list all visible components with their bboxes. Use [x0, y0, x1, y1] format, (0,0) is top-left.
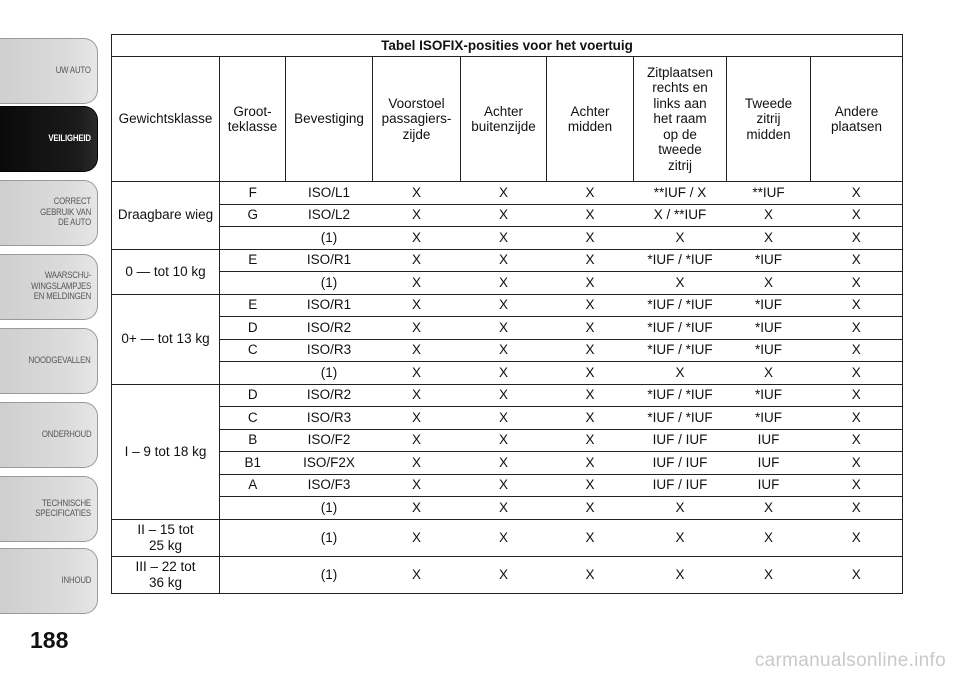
table-cell: X: [634, 272, 727, 295]
table-cell: X: [547, 227, 634, 250]
table-cell: ISO/R3: [286, 339, 373, 362]
table-cell: X: [373, 474, 461, 497]
table-cell: ISO/L1: [286, 182, 373, 205]
table-row: [112, 452, 903, 475]
table-cell: ISO/F2X: [286, 452, 373, 475]
table-cell: X: [727, 227, 811, 250]
table-cell: X: [811, 272, 903, 295]
table-cell: [220, 519, 286, 556]
table-cell: X: [373, 452, 461, 475]
table-cell: **IUF: [727, 182, 811, 205]
table-cell: IUF / IUF: [634, 474, 727, 497]
chapter-tab-0[interactable]: [0, 38, 98, 104]
column-header: Gewichtsklasse: [112, 57, 220, 182]
table-cell: X: [547, 452, 634, 475]
table-cell: (1): [286, 519, 373, 556]
chapter-tab-label: UW AUTO: [55, 64, 91, 76]
table-cell: *IUF: [727, 294, 811, 317]
column-header: Achter midden: [547, 57, 634, 182]
table-cell: ISO/L2: [286, 204, 373, 227]
table-row: [112, 384, 903, 407]
table-cell: ISO/F3: [286, 474, 373, 497]
table-cell: X: [547, 317, 634, 340]
table-cell: IUF: [727, 474, 811, 497]
table-cell: *IUF: [727, 339, 811, 362]
table-cell: X: [461, 497, 547, 520]
table-row: [112, 497, 903, 520]
table-row: [112, 556, 903, 593]
table-cell: X: [727, 519, 811, 556]
table-cell: X: [547, 474, 634, 497]
table-cell: *IUF / *IUF: [634, 249, 727, 272]
table-cell: *IUF / *IUF: [634, 384, 727, 407]
table-cell: ISO/R2: [286, 317, 373, 340]
chapter-tab-label: WAARSCHU- WINGSLAMPJES EN MELDINGEN: [31, 270, 91, 303]
column-header: Zitplaatsen rechts en links aan het raam op de tweede zitrij: [634, 57, 727, 182]
table-header-row: [112, 57, 903, 182]
table-cell: X: [547, 497, 634, 520]
chapter-tab-label: ONDERHOUD: [41, 428, 91, 440]
table-cell: X: [461, 474, 547, 497]
table-cell: X: [461, 249, 547, 272]
table-cell: X: [547, 339, 634, 362]
table-cell: X: [811, 519, 903, 556]
table-cell: *IUF / *IUF: [634, 294, 727, 317]
table-cell: IUF: [727, 429, 811, 452]
table-cell: X: [727, 362, 811, 385]
table-cell: X: [634, 519, 727, 556]
table-cell: X: [811, 556, 903, 593]
table-cell: X: [811, 474, 903, 497]
table-cell: D: [220, 384, 286, 407]
table-cell: X: [373, 249, 461, 272]
table-cell: G: [220, 204, 286, 227]
table-cell: X: [547, 384, 634, 407]
table-cell: X: [461, 384, 547, 407]
table-cell: X: [811, 294, 903, 317]
chapter-tab-4[interactable]: [0, 328, 98, 394]
table-cell: X: [547, 272, 634, 295]
table-cell: X: [373, 317, 461, 340]
weight-class-cell: Draagbare wieg: [112, 182, 220, 250]
column-header: Groot- teklasse: [220, 57, 286, 182]
table-cell: X: [634, 227, 727, 250]
table-row: [112, 182, 903, 205]
table-title: Tabel ISOFIX-posities voor het voertuig: [112, 35, 903, 57]
table-cell: X: [811, 204, 903, 227]
table-row: [112, 272, 903, 295]
table-cell: ISO/R2: [286, 384, 373, 407]
table-cell: X: [547, 362, 634, 385]
chapter-tabs: [0, 0, 104, 678]
table-cell: *IUF: [727, 407, 811, 430]
table-cell: *IUF: [727, 317, 811, 340]
table-cell: X: [461, 429, 547, 452]
table-cell: X: [461, 362, 547, 385]
table-row: [112, 249, 903, 272]
column-header: Andere plaatsen: [811, 57, 903, 182]
table-cell: X: [634, 362, 727, 385]
table-cell: X: [547, 519, 634, 556]
table-cell: **IUF / X: [634, 182, 727, 205]
table-row: [112, 407, 903, 430]
weight-class-cell: 0+ — tot 13 kg: [112, 294, 220, 384]
table-row: [112, 474, 903, 497]
table-cell: X: [547, 204, 634, 227]
table-row: [112, 227, 903, 250]
table-cell: X: [811, 249, 903, 272]
table-cell: IUF / IUF: [634, 452, 727, 475]
chapter-tab-1[interactable]: [0, 106, 98, 172]
weight-class-cell: I – 9 tot 18 kg: [112, 384, 220, 519]
isofix-table: [111, 34, 903, 594]
column-header: Bevestiging: [286, 57, 373, 182]
table-cell: X: [461, 407, 547, 430]
table-cell: X: [461, 317, 547, 340]
table-cell: X: [811, 407, 903, 430]
table-cell: (1): [286, 227, 373, 250]
table-cell: X: [547, 429, 634, 452]
table-cell: X: [461, 556, 547, 593]
table-cell: E: [220, 294, 286, 317]
table-cell: (1): [286, 362, 373, 385]
table-cell: ISO/R1: [286, 294, 373, 317]
table-cell: X: [461, 272, 547, 295]
chapter-tab-5[interactable]: [0, 402, 98, 468]
table-cell: X: [373, 519, 461, 556]
table-cell: X: [727, 272, 811, 295]
table-cell: X: [461, 294, 547, 317]
table-cell: X: [373, 362, 461, 385]
table-row: [112, 362, 903, 385]
table-cell: ISO/F2: [286, 429, 373, 452]
table-cell: [220, 272, 286, 295]
table-cell: X: [811, 429, 903, 452]
table-row: [112, 204, 903, 227]
table-cell: *IUF / *IUF: [634, 407, 727, 430]
page-number: 188: [30, 627, 69, 653]
table-row: [112, 294, 903, 317]
chapter-tab-6[interactable]: [0, 476, 98, 542]
table-cell: IUF: [727, 452, 811, 475]
table-cell: X: [373, 272, 461, 295]
table-cell: X: [727, 204, 811, 227]
table-cell: X: [547, 294, 634, 317]
table-row: [112, 339, 903, 362]
table-cell: X: [373, 294, 461, 317]
table-cell: X: [461, 519, 547, 556]
table-cell: X: [461, 452, 547, 475]
table-cell: X: [811, 339, 903, 362]
weight-class-cell: III – 22 tot 36 kg: [112, 556, 220, 593]
table-cell: (1): [286, 556, 373, 593]
table-cell: [220, 362, 286, 385]
table-cell: [220, 227, 286, 250]
table-cell: X: [547, 249, 634, 272]
chapter-tab-label: CORRECT GEBRUIK VAN DE AUTO: [40, 196, 91, 229]
table-cell: *IUF: [727, 384, 811, 407]
table-cell: X: [634, 556, 727, 593]
table-cell: X / **IUF: [634, 204, 727, 227]
table-cell: C: [220, 407, 286, 430]
table-cell: IUF / IUF: [634, 429, 727, 452]
table-cell: X: [373, 384, 461, 407]
table-cell: X: [811, 317, 903, 340]
table-cell: *IUF: [727, 249, 811, 272]
chapter-tab-3[interactable]: [0, 254, 98, 320]
table-cell: B1: [220, 452, 286, 475]
table-cell: [220, 497, 286, 520]
column-header: Tweede zitrij midden: [727, 57, 811, 182]
table-cell: X: [373, 497, 461, 520]
table-cell: ISO/R3: [286, 407, 373, 430]
table-cell: X: [461, 204, 547, 227]
table-row: [112, 519, 903, 556]
table-cell: X: [461, 339, 547, 362]
table-cell: F: [220, 182, 286, 205]
table-cell: X: [547, 556, 634, 593]
table-cell: X: [547, 407, 634, 430]
table-cell: X: [373, 407, 461, 430]
table-cell: (1): [286, 272, 373, 295]
table-cell: *IUF / *IUF: [634, 339, 727, 362]
table-cell: X: [373, 182, 461, 205]
table-cell: B: [220, 429, 286, 452]
table-cell: X: [811, 227, 903, 250]
table-cell: X: [547, 182, 634, 205]
column-header: Voorstoel passagiers- zijde: [373, 57, 461, 182]
table-cell: X: [727, 497, 811, 520]
table-cell: X: [373, 429, 461, 452]
table-body: [112, 182, 903, 594]
table-cell: [220, 556, 286, 593]
table-cell: X: [811, 452, 903, 475]
table-cell: X: [727, 556, 811, 593]
table-cell: X: [811, 497, 903, 520]
table-cell: X: [373, 227, 461, 250]
table-cell: X: [634, 497, 727, 520]
chapter-tab-label: VEILIGHEID: [48, 132, 91, 144]
table-cell: *IUF / *IUF: [634, 317, 727, 340]
table-row: [112, 429, 903, 452]
table-cell: X: [461, 182, 547, 205]
table-cell: A: [220, 474, 286, 497]
table-cell: X: [811, 182, 903, 205]
table-cell: X: [811, 362, 903, 385]
chapter-tab-label: TECHNISCHE SPECIFICATIES: [35, 497, 91, 519]
table-cell: X: [373, 339, 461, 362]
table-cell: ISO/R1: [286, 249, 373, 272]
table-cell: X: [373, 556, 461, 593]
table-cell: X: [461, 227, 547, 250]
table-cell: D: [220, 317, 286, 340]
watermark: carmanualsonline.info: [754, 650, 946, 671]
chapter-tab-7[interactable]: [0, 548, 98, 614]
table-cell: E: [220, 249, 286, 272]
chapter-tab-label: NOODGEVALLEN: [29, 354, 91, 366]
column-header: Achter buitenzijde: [461, 57, 547, 182]
table-cell: X: [811, 384, 903, 407]
table-cell: X: [373, 204, 461, 227]
weight-class-cell: II – 15 tot 25 kg: [112, 519, 220, 556]
table-cell: (1): [286, 497, 373, 520]
table-row: [112, 317, 903, 340]
weight-class-cell: 0 — tot 10 kg: [112, 249, 220, 294]
chapter-tab-label: INHOUD: [61, 574, 91, 586]
table-cell: C: [220, 339, 286, 362]
chapter-tab-2[interactable]: [0, 180, 98, 246]
